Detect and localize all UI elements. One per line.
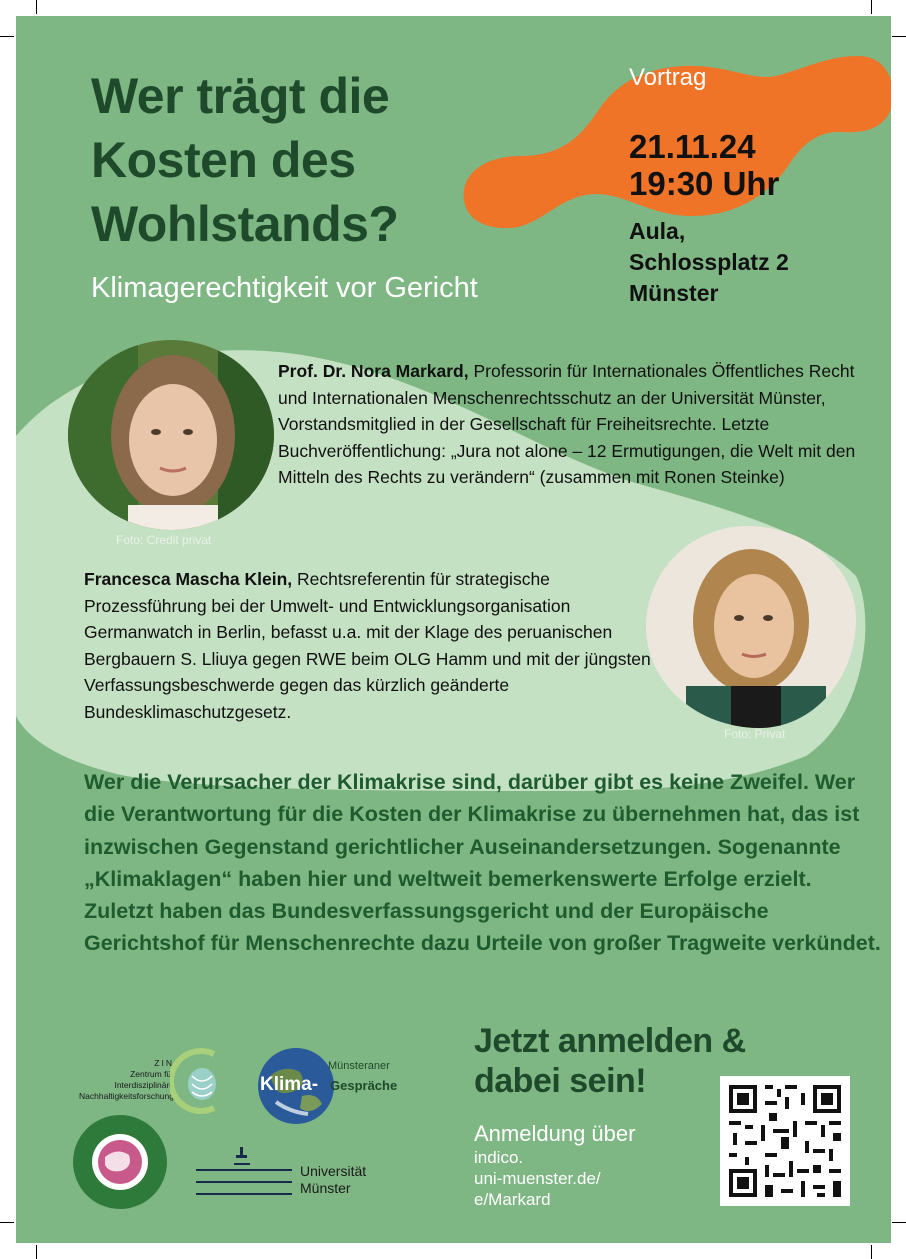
zin-logo-text: Zentrum für — [130, 1069, 174, 1079]
location-line: Aula, — [629, 218, 686, 244]
event-location — [629, 216, 789, 309]
crop-mark — [36, 1245, 37, 1259]
university-name — [300, 1163, 366, 1197]
university-muenster-logo — [196, 1141, 396, 1201]
zin-logo-text: Interdisziplinäre — [114, 1080, 174, 1090]
speaker-description: Rechtsreferentin für strategische Prozessführung bei der Umwelt- und Entwicklungsorganisation Germanwatch in Berlin, befasst u.a. mit der Klage des peruanischen Bergbauern S. Lliuya gegen RWE beim OLG Hamm und mit der jüngsten Verfassungsbeschwerde gegen das kürzlich geänderte Bundesklimaschutzgesetz. — [84, 569, 651, 722]
zin-logo — [76, 1046, 226, 1111]
crop-mark — [871, 0, 872, 14]
zin-emblem-icon — [170, 1046, 226, 1116]
university-name-line: Münster — [300, 1180, 351, 1196]
photo-credit-klein: Foto: Privat — [724, 727, 786, 741]
klima-gespraeche-logo — [256, 1046, 426, 1126]
event-abstract: Wer die Verursacher der Klimakrise sind, darüber gibt es keine Zweifel. Wer die Verantwortung für die Kosten der Klimakrise zu übernehmen hat, das ist inzwischen Gegenstand gerichtlicher Auseinandersetzungen. Sogenannte „Klimaklagen“ haben hier und weltweit bemerkenswerte Erfolge erzielt. Zuletzt haben das Bundesverfassungsgericht und der Europäische Gerichtshof für Menschenrechte dazu Urteile von großer Tragweite verkündet. — [84, 770, 881, 956]
crop-mark — [0, 36, 14, 37]
crop-mark — [892, 1222, 906, 1223]
location-line: Münster — [629, 280, 719, 306]
university-name-line: Universität — [300, 1163, 367, 1179]
zin-logo-text: ZIN — [154, 1058, 174, 1068]
photo-credit-markard: Foto: Credit privat — [116, 533, 212, 547]
url-line: e/Markard — [474, 1190, 551, 1209]
portrait-image — [68, 340, 274, 530]
tff-seal-icon — [71, 1113, 169, 1211]
zin-logo-text: Nachhaltigkeitsforschung — [79, 1091, 174, 1101]
university-building-icon — [196, 1141, 292, 1201]
speaker-description: Professorin für Internationales Öffentliches Recht und Internationalen Menschenrechtsschutz an der Universität Münster, Vorstandsmitglied in der Gesellschaft für Freiheitsrechte. Letzte Buchveröffentlichung: „Jura not alone – 12 Ermutigungen, die Welt mit den Mitteln des Rechts zu verändern“ (zusammen mit Ronen Steinke) — [278, 361, 856, 487]
cta-line: dabei sein! — [474, 1062, 647, 1100]
crop-mark — [36, 0, 37, 14]
speaker-photo-klein — [646, 526, 856, 728]
event-title — [91, 64, 511, 256]
event-time: 19:30 Uhr — [629, 165, 780, 202]
title-line: Wohlstands? — [91, 196, 399, 252]
crop-mark — [871, 1245, 872, 1259]
crop-mark — [892, 36, 906, 37]
qr-code-icon — [720, 1076, 850, 1206]
title-line: Wer trägt die — [91, 68, 390, 124]
event-subtitle: Klimagerechtigkeit vor Gericht — [91, 272, 478, 304]
registration-info — [474, 1121, 635, 1210]
poster — [16, 16, 891, 1243]
together-for-future-logo — [71, 1113, 169, 1211]
url-line: uni-muenster.de/ — [474, 1169, 601, 1188]
speaker-name: Prof. Dr. Nora Markard, — [278, 361, 469, 381]
registration-qr-code[interactable] — [720, 1076, 850, 1206]
speaker-bio-klein — [84, 566, 654, 725]
portrait-image — [646, 526, 856, 728]
crop-mark — [0, 1222, 14, 1223]
title-line: Kosten des — [91, 132, 356, 188]
speaker-bio-markard — [278, 358, 878, 491]
location-line: Schlossplatz 2 — [629, 249, 789, 275]
url-line: indico. — [474, 1148, 524, 1167]
registration-cta — [474, 1021, 746, 1101]
event-type: Vortrag — [629, 64, 707, 91]
event-datetime — [629, 128, 779, 202]
klima-logo-main: Klima- — [260, 1074, 319, 1095]
registration-label: Anmeldung über — [474, 1121, 636, 1146]
klima-logo-top: Münsteraner — [328, 1060, 390, 1072]
event-date: 21.11.24 — [629, 128, 756, 165]
cta-line: Jetzt anmelden & — [474, 1022, 746, 1060]
registration-url[interactable] — [474, 1147, 635, 1210]
speaker-name: Francesca Mascha Klein, — [84, 569, 293, 589]
klima-logo-sub: Gespräche — [330, 1078, 398, 1093]
speaker-photo-markard — [68, 340, 274, 530]
